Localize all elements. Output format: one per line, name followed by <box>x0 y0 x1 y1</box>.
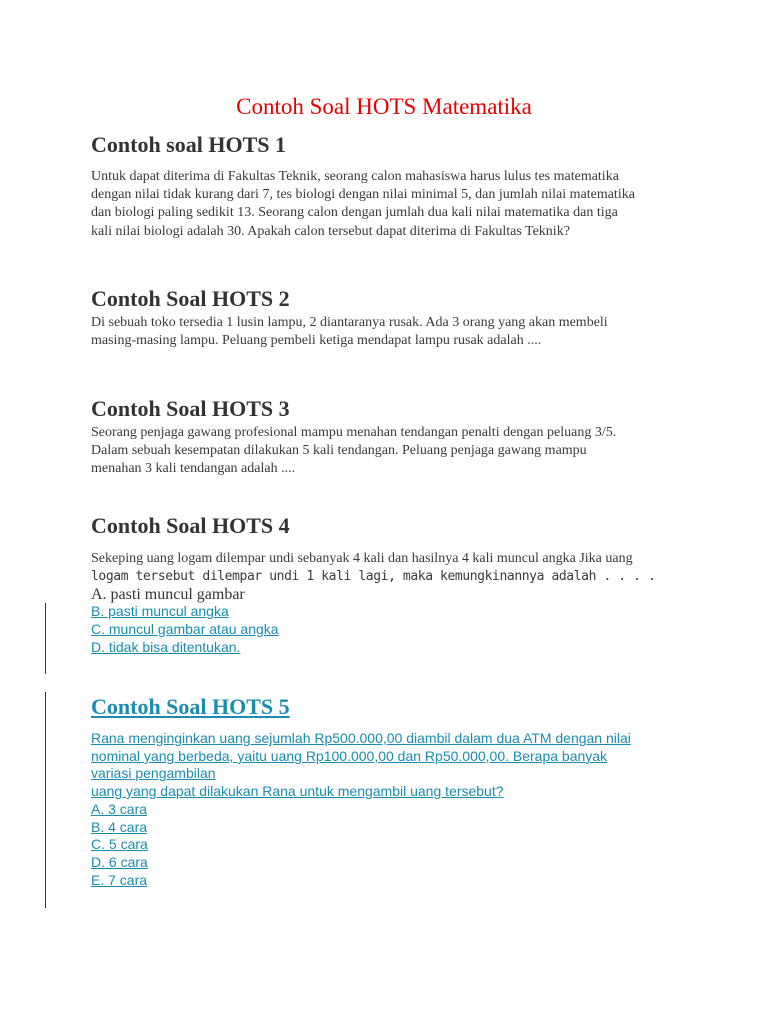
section-3-line-1: Seorang penjaga gawang profesional mampu menahan tendangan penalti dengan peluang 3/5. <box>91 425 617 440</box>
section-4-heading: Contoh Soal HOTS 4 <box>91 513 290 538</box>
section-4-line-2: logam tersebut dilempar undi 1 kali lagi, maka kemungkinannya adalah . . . . <box>91 569 656 585</box>
section-1-line-1: Untuk dapat diterima di Fakultas Teknik, seorang calon mahasiswa harus lulus tes matematika <box>91 169 619 184</box>
section-4-line-1: Sekeping uang logam dilempar undi sebanyak 4 kali dan hasilnya 4 kali muncul angka Jika uang <box>91 551 633 566</box>
section-5-option-e-link[interactable]: E. 7 cara <box>91 872 148 888</box>
section-5-heading-link[interactable]: Contoh Soal HOTS 5 <box>91 694 290 719</box>
section-5-option-c-link[interactable]: C. 5 cara <box>91 836 148 852</box>
section-3-text <box>91 424 616 479</box>
section-1-line-2: dengan nilai tidak kurang dari 7, tes biologi dengan nilai minimal 5, dan jumlah nilai matematika <box>91 187 635 203</box>
margin-marker-1 <box>45 603 46 674</box>
section-1-line-3: dan biologi paling sedikit 13. Seorang calon dengan jumlah dua kali nilai matematika dan tiga <box>91 205 618 221</box>
section-5-line-4-link[interactable]: uang yang dapat dilakukan Rana untuk mengambil uang tersebut? <box>91 783 504 799</box>
section-3-line-3: menahan 3 kali tendangan adalah .... <box>91 461 296 477</box>
section-1-line-4: kali nilai biologi adalah 30. Apakah calon tersebut dapat diterima di Fakultas Teknik? <box>91 223 570 239</box>
section-5-line-3-link[interactable]: variasi pengambilan <box>91 765 216 781</box>
section-5-line-1-link[interactable]: Rana menginginkan uang sejumlah Rp500.000,00 diambil dalam dua ATM dengan nilai <box>91 730 631 746</box>
section-2-heading: Contoh Soal HOTS 2 <box>91 286 290 311</box>
section-1-heading: Contoh soal HOTS 1 <box>91 132 286 157</box>
section-2-line-2: masing-masing lampu. Peluang pembeli ketiga mendapat lampu rusak adalah .... <box>91 333 542 349</box>
document-title: Contoh Soal HOTS Matematika <box>236 94 532 119</box>
section-5-option-a-link[interactable]: A. 3 cara <box>91 801 148 817</box>
margin-marker-2 <box>45 692 46 908</box>
section-5-option-d-link[interactable]: D. 6 cara <box>91 854 148 870</box>
section-2-line-1: Di sebuah toko tersedia 1 lusin lampu, 2 diantaranya rusak. Ada 3 orang yang akan membeli <box>91 315 608 330</box>
section-4-option-c-link[interactable]: C. muncul gambar atau angka <box>91 621 279 637</box>
section-5-line-2-link[interactable]: nominal yang berbeda, yaitu uang Rp100.000,00 dan Rp50.000,00. Berapa banyak <box>91 748 608 764</box>
section-4-option-d-link[interactable]: D. tidak bisa ditentukan. <box>91 639 241 655</box>
section-5-option-b-link[interactable]: B. 4 cara <box>91 819 148 835</box>
section-3-heading: Contoh Soal HOTS 3 <box>91 396 290 421</box>
section-4-option-a: A. pasti muncul gambar <box>91 586 245 603</box>
section-2-text <box>91 314 608 350</box>
section-3-line-2: Dalam sebuah kesempatan dilakukan 5 kali tendangan. Peluang penjaga gawang mampu <box>91 443 587 459</box>
section-4-text <box>91 550 655 586</box>
section-1-text <box>91 168 635 241</box>
section-4-option-b-link[interactable]: B. pasti muncul angka <box>91 603 229 619</box>
